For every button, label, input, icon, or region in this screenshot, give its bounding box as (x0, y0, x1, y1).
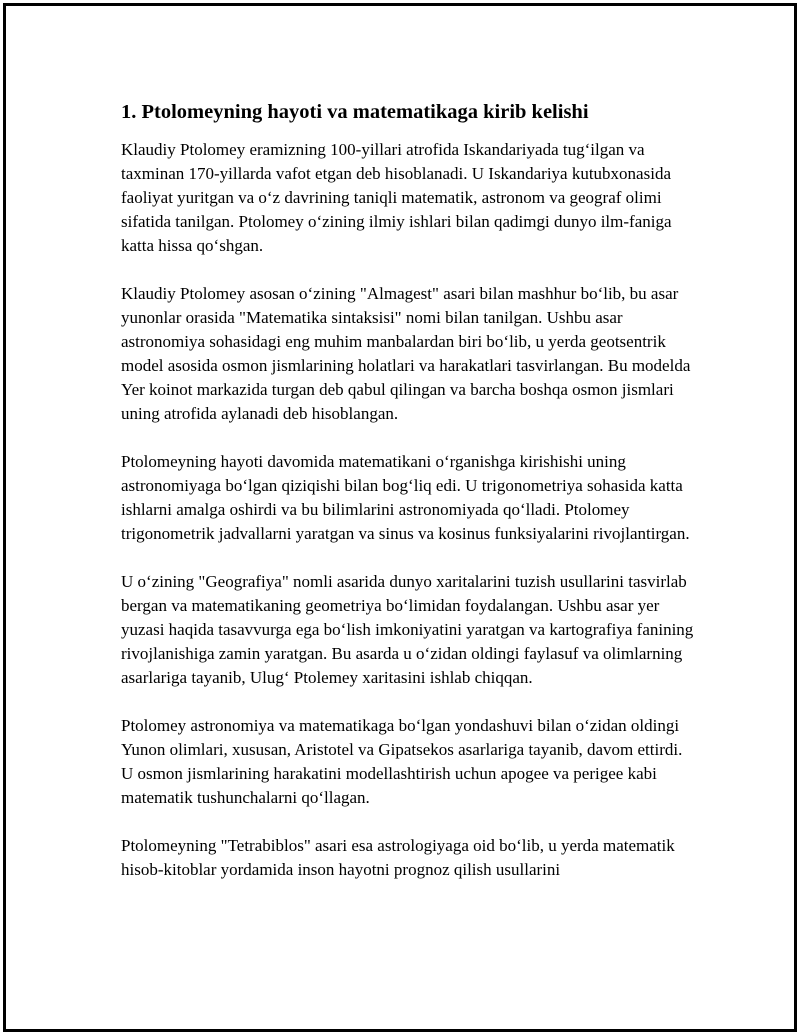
paragraph-almagest: Klaudiy Ptolomey asosan oʻzining "Almagest" asari bilan mashhur boʻlib, bu asar yunonlar orasida "Matematika sintaksisi" nomi bilan tanilgan. Ushbu asar astronomiya sohasidagi eng muhim manbalardan biri boʻlib, u yerda geotsentrik model asosida osmon jismlarining holatlari va harakatlari tasvirlangan. Bu modelda Yer koinot markazida turgan deb qabul qilingan va barcha boshqa osmon jismlari uning atrofida aylanadi deb hisoblangan. (121, 284, 691, 423)
paragraph-biography: Klaudiy Ptolomey eramizning 100-yillari atrofida Iskandariyada tugʻilgan va taxminan 170-yillarda vafot etgan deb hisoblanadi. U Iskandariya kutubxonasida faoliyat yuritgan va oʻz davrining taniqli matematik, astronom va geograf olimi sifatida tanilgan. Ptolomey oʻzining ilmiy ishlari bilan qadimgi dunyo ilm-faniga katta hissa qoʻshgan. (121, 140, 672, 255)
page-frame (3, 3, 797, 1032)
section-heading: 1. Ptolomeyning hayoti va matematikaga kirib kelishi (121, 101, 589, 123)
paragraph-geography: U oʻzining "Geografiya" nomli asarida dunyo xaritalarini tuzish usullarini tasvirlab bergan va matematikaning geometriya boʻlimidan foydalangan. Ushbu asar yer yuzasi haqida tasavvurga ega boʻlish imkoniyatini yaratgan va kartografiya fanining rivojlanishiga zamin yaratgan. Bu asarda u oʻzidan oldingi faylasuf va olimlarning asarlariga tayanib, Ulugʻ Ptolemey xaritasini ishlab chiqqan. (121, 572, 694, 687)
document-body (121, 98, 696, 906)
paragraph-tetrabiblos: Ptolomeyning "Tetrabiblos" asari esa astrologiyaga oid boʻlib, u yerda matematik hisob-kitoblar yordamida inson hayotni prognoz qilish usullarini (121, 836, 675, 879)
paragraph-influences: Ptolomey astronomiya va matematikaga boʻlgan yondashuvi bilan oʻzidan oldingi Yunon olimlari, xususan, Aristotel va Gipatsekos asarlariga tayanib, davom ettirdi. U osmon jismlarining harakatini modellashtirish uchun apogee va perigee kabi matematik tushunchalarni qoʻllagan. (121, 716, 683, 807)
paragraph-trigonometry: Ptolomeyning hayoti davomida matematikani oʻrganishga kirishishi uning astronomiyaga boʻlgan qiziqishi bilan bogʻliq edi. U trigonometriya sohasida katta ishlarni amalga oshirdi va bu bilimlarini astronomiyada qoʻlladi. Ptolomey trigonometrik jadvallarni yaratgan va sinus va kosinus funksiyalarini rivojlantirgan. (121, 452, 690, 543)
